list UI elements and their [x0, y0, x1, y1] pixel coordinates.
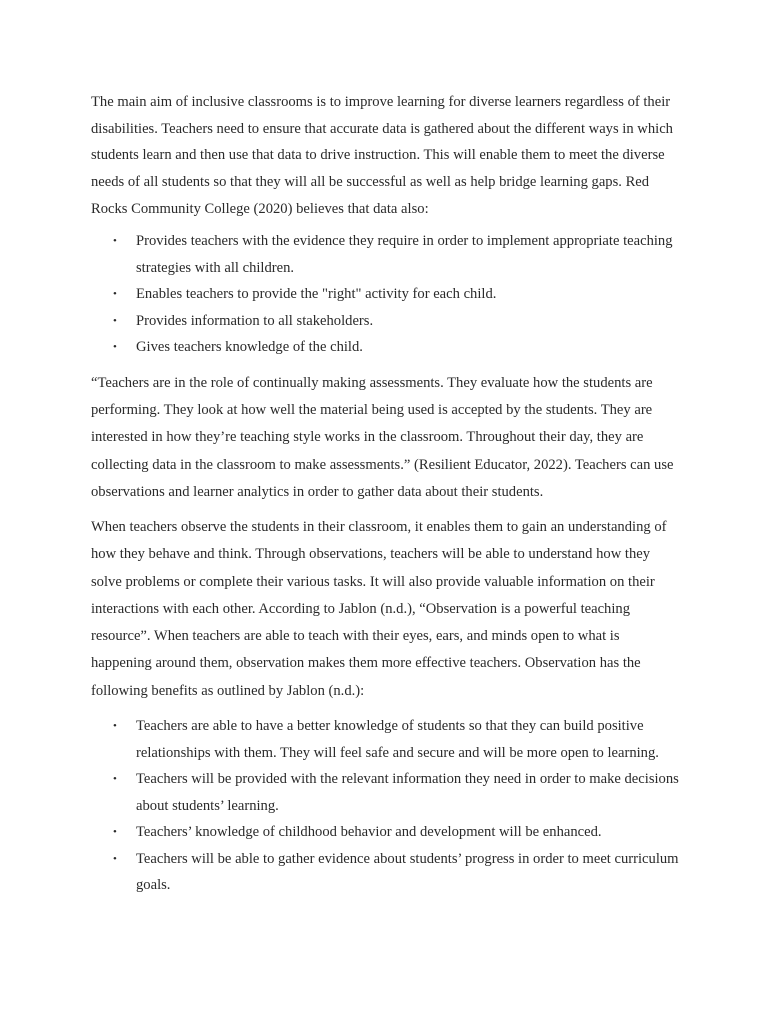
list-item-text: Teachers’ knowledge of childhood behavior and development will be enhanced.	[136, 824, 602, 840]
list-item	[91, 228, 681, 281]
list-item	[91, 281, 681, 308]
bullet-icon: •	[113, 288, 117, 300]
list-item-text: Provides information to all stakeholders.	[136, 312, 374, 329]
list-item-text: Teachers will be provided with the relevant information they need in order to make decisions about students’ learning.	[136, 771, 679, 814]
bullet-icon: •	[113, 826, 117, 838]
bullet-icon: •	[113, 341, 117, 353]
bullet-icon: •	[113, 314, 117, 327]
list-item	[91, 713, 681, 766]
list-item-text: Provides teachers with the evidence they require in order to implement appropriate teaching strategies with all children.	[136, 233, 673, 276]
quote-paragraph: “Teachers are in the role of continually making assessments. They evaluate how the students are performing. They look at how well the material being used is accepted by the students. They are interested in how they’re teaching style works in the classroom. Throughout their day, they are collecting data in the classroom to make assessments.” (Resilient Educator, 2022). Teachers can use observations and learner analytics in order to gather data about their students.	[91, 375, 674, 500]
bullet-icon: •	[113, 235, 117, 247]
bullet-icon: •	[113, 720, 117, 732]
list-item-text: Teachers will be able to gather evidence about students’ progress in order to meet curriculum goals.	[136, 850, 679, 893]
list-item-text: Gives teachers knowledge of the child.	[136, 339, 363, 355]
data-benefits-list	[91, 228, 681, 361]
observation-paragraph: When teachers observe the students in their classroom, it enables them to gain an understanding of how they behave and think. Through observations, teachers will be able to understand how they solve problems or complete their various tasks. It will also provide valuable information on their interactions with each other. According to Jablon (n.d.), “Observation is a powerful teaching resource”. When teachers are able to teach with their eyes, ears, and minds open to what is happening around them, observation makes them more effective teachers. Observation has the following benefits as outlined by Jablon (n.d.):	[91, 519, 667, 699]
list-item	[91, 846, 681, 899]
list-item	[91, 819, 681, 846]
observation-benefits-list	[91, 713, 681, 899]
list-item	[91, 766, 681, 819]
list-item-text: Enables teachers to provide the "right" activity for each child.	[136, 286, 497, 302]
list-item-text: Teachers are able to have a better knowledge of students so that they can build positive relationships with them. They will feel safe and secure and will be more open to learning.	[136, 718, 659, 761]
list-item	[91, 334, 681, 361]
list-item	[91, 308, 681, 335]
bullet-icon: •	[113, 852, 117, 865]
bullet-icon: •	[113, 773, 117, 785]
intro-paragraph: The main aim of inclusive classrooms is to improve learning for diverse learners regardless of their disabilities. Teachers need to ensure that accurate data is gathered about the different ways in which students learn and then use that data to drive instruction. This will enable them to meet the diverse needs of all students so that they will all be successful as well as help bridge learning gaps. Red Rocks Community College (2020) believes that data also:	[91, 94, 673, 217]
